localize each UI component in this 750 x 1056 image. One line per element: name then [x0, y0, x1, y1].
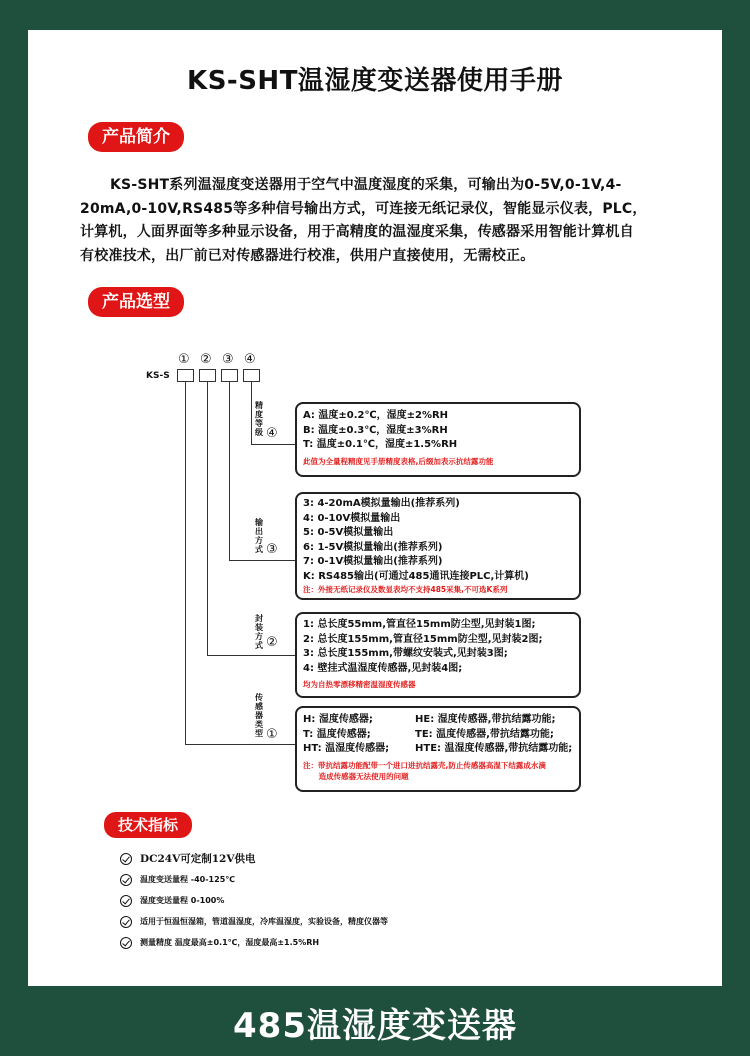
- label-char: 方: [255, 632, 263, 641]
- label-char: 封: [255, 614, 263, 623]
- spec-text: 湿度变送量程 0-100%: [140, 896, 225, 905]
- slot-number-2: ②: [200, 352, 212, 367]
- sensor-row: [303, 742, 579, 757]
- spec-text: 温度变送量程 -40-125℃: [140, 875, 235, 884]
- label-char: 装: [255, 623, 263, 632]
- check-circle-icon: [120, 853, 132, 865]
- model-slot-2: [199, 369, 216, 382]
- spec-item: [120, 869, 388, 890]
- document-title: KS-SHT温湿度变送器使用手册: [187, 66, 563, 96]
- output-option: 3: 4-20mA模拟量输出(推荐系列): [303, 498, 460, 509]
- spec-item: [120, 890, 388, 911]
- intro-line: 有校准技术，出厂前已对传感器进行校准，供用户直接使用，无需校正。: [80, 247, 535, 264]
- label-char: 传: [255, 693, 263, 702]
- label-char: 级: [255, 428, 263, 437]
- output-box: [295, 492, 581, 600]
- spec-item: [120, 932, 388, 953]
- label-char: 类: [255, 720, 263, 729]
- connector-3-h: [229, 560, 295, 561]
- slot-number-3: ③: [222, 352, 234, 367]
- model-slot-4: [243, 369, 260, 382]
- connector-2-h: [207, 655, 295, 656]
- label-char: 感: [255, 702, 263, 711]
- spec-item: [120, 848, 388, 869]
- output-label: [254, 518, 264, 554]
- label-char: 输: [255, 518, 263, 527]
- slot-number-1: ①: [178, 352, 190, 367]
- connector-2: [207, 382, 208, 655]
- selection-heading: 产品选型: [88, 287, 184, 317]
- label-char: 式: [255, 641, 263, 650]
- package-option: 3: 总长度155mm,带螺纹安装式,见封装3图;: [303, 648, 508, 659]
- sensor-option: HTE: 温湿度传感器,带抗结露功能;: [415, 743, 573, 754]
- sensor-number: ①: [266, 727, 278, 742]
- model-slot-3: [221, 369, 238, 382]
- accuracy-number: ④: [266, 426, 278, 441]
- connector-3: [229, 382, 230, 560]
- package-option: 4: 壁挂式温湿度传感器,见封装4图;: [303, 662, 463, 674]
- intro-paragraph: [80, 174, 680, 268]
- slot-number-4: ④: [244, 352, 256, 367]
- intro-line: 计算机，人面界面等多种显示设备，用于高精度的温湿度采集，传感器采用智能计算机自: [80, 224, 634, 240]
- spec-text: 适用于恒温恒湿箱，管道温湿度，冷库温湿度，实验设备，精度仪器等: [140, 917, 388, 926]
- sensor-row: [303, 728, 579, 743]
- output-option: 4: 0-10V模拟量输出: [303, 512, 401, 524]
- intro-line: 20mA,0-10V,RS485等多种信号输出方式，可连接无纸记录仪，智能显示仪表，PLC，: [80, 200, 647, 217]
- label-char: 度: [255, 410, 263, 419]
- check-circle-icon: [120, 874, 132, 886]
- package-option: 1: 总长度55mm,管直径15mm防尘型,见封装1图;: [303, 619, 536, 630]
- intro-line: KS-SHT系列温湿度变送器用于空气中温度湿度的采集，可输出为0-5V,0-1V,4-: [110, 177, 622, 193]
- package-note: 均为自热零漂移精密温湿度传感器: [303, 680, 416, 689]
- sensor-label: [254, 693, 264, 738]
- label-char: 出: [255, 527, 263, 536]
- accuracy-option: A: 温度±0.2℃，湿度±2%RH: [303, 410, 449, 421]
- sensor-option: HE: 湿度传感器,带抗结露功能;: [415, 714, 556, 725]
- check-circle-icon: [120, 916, 132, 928]
- output-option: 7: 0-1V模拟量输出(推荐系列): [303, 556, 443, 567]
- check-circle-icon: [120, 895, 132, 907]
- connector-1-h: [185, 744, 295, 745]
- accuracy-note: 此值为全量程精度见手册精度表格,后缀加表示抗结露功能: [303, 456, 494, 466]
- intro-heading: 产品简介: [88, 122, 184, 152]
- label-char: 精: [255, 401, 263, 410]
- sensor-note: 造成传感器无法使用的问题: [303, 771, 409, 781]
- spec-item: [120, 911, 388, 932]
- output-option: 6: 1-5V模拟量输出(推荐系列): [303, 541, 443, 553]
- accuracy-box: [295, 402, 581, 477]
- output-note: 注：外接无纸记录仪及数显表均不支持485采集,不可选K系列: [303, 585, 508, 594]
- manual-sheet: [28, 30, 722, 986]
- sensor-option: T: 温度传感器;: [303, 728, 371, 740]
- accuracy-option: B: 温度±0.3℃，湿度±3%RH: [303, 424, 448, 436]
- connector-4: [251, 382, 252, 444]
- label-char: 型: [255, 729, 263, 738]
- footer-title: 485温湿度变送器: [233, 1006, 517, 1046]
- package-label: [254, 614, 264, 650]
- output-number: ③: [266, 542, 278, 557]
- label-char: 方: [255, 536, 263, 545]
- connector-4-h: [251, 444, 295, 445]
- sensor-option: H: 湿度传感器;: [303, 714, 373, 725]
- specs-heading: 技术指标: [104, 812, 192, 838]
- spec-text: DC24V可定制12V供电: [140, 853, 256, 865]
- package-number: ②: [266, 635, 278, 650]
- spec-text: 测量精度 温度最高±0.1℃，湿度最高±1.5%RH: [140, 938, 320, 947]
- output-option: 5: 0-5V模拟量输出: [303, 527, 394, 538]
- sensor-option: HT: 温湿度传感器;: [303, 743, 390, 754]
- model-slot-1: [177, 369, 194, 382]
- check-circle-icon: [120, 937, 132, 949]
- accuracy-label: [254, 401, 264, 437]
- sensor-row: [303, 713, 579, 728]
- connector-1: [185, 382, 186, 744]
- package-box: [295, 612, 581, 698]
- accuracy-option: T: 温度±0.1℃，湿度±1.5%RH: [303, 439, 458, 450]
- package-option: 2: 总长度155mm,管直径15mm防尘型,见封装2图;: [303, 633, 543, 645]
- label-char: 等: [255, 419, 263, 428]
- label-char: 式: [255, 545, 263, 554]
- label-char: 器: [255, 711, 263, 720]
- output-option: K: RS485输出(可通过485通讯连接PLC,计算机): [303, 570, 529, 582]
- sensor-note: 注：带抗结露功能配带一个进口进抗结露壳,防止传感器高湿下结露成水滴: [303, 760, 546, 770]
- specs-list: [120, 848, 388, 953]
- sensor-option: TE: 温度传感器,带抗结露功能;: [415, 728, 554, 740]
- sensor-box: [295, 706, 581, 792]
- model-prefix: KS-S: [146, 371, 170, 381]
